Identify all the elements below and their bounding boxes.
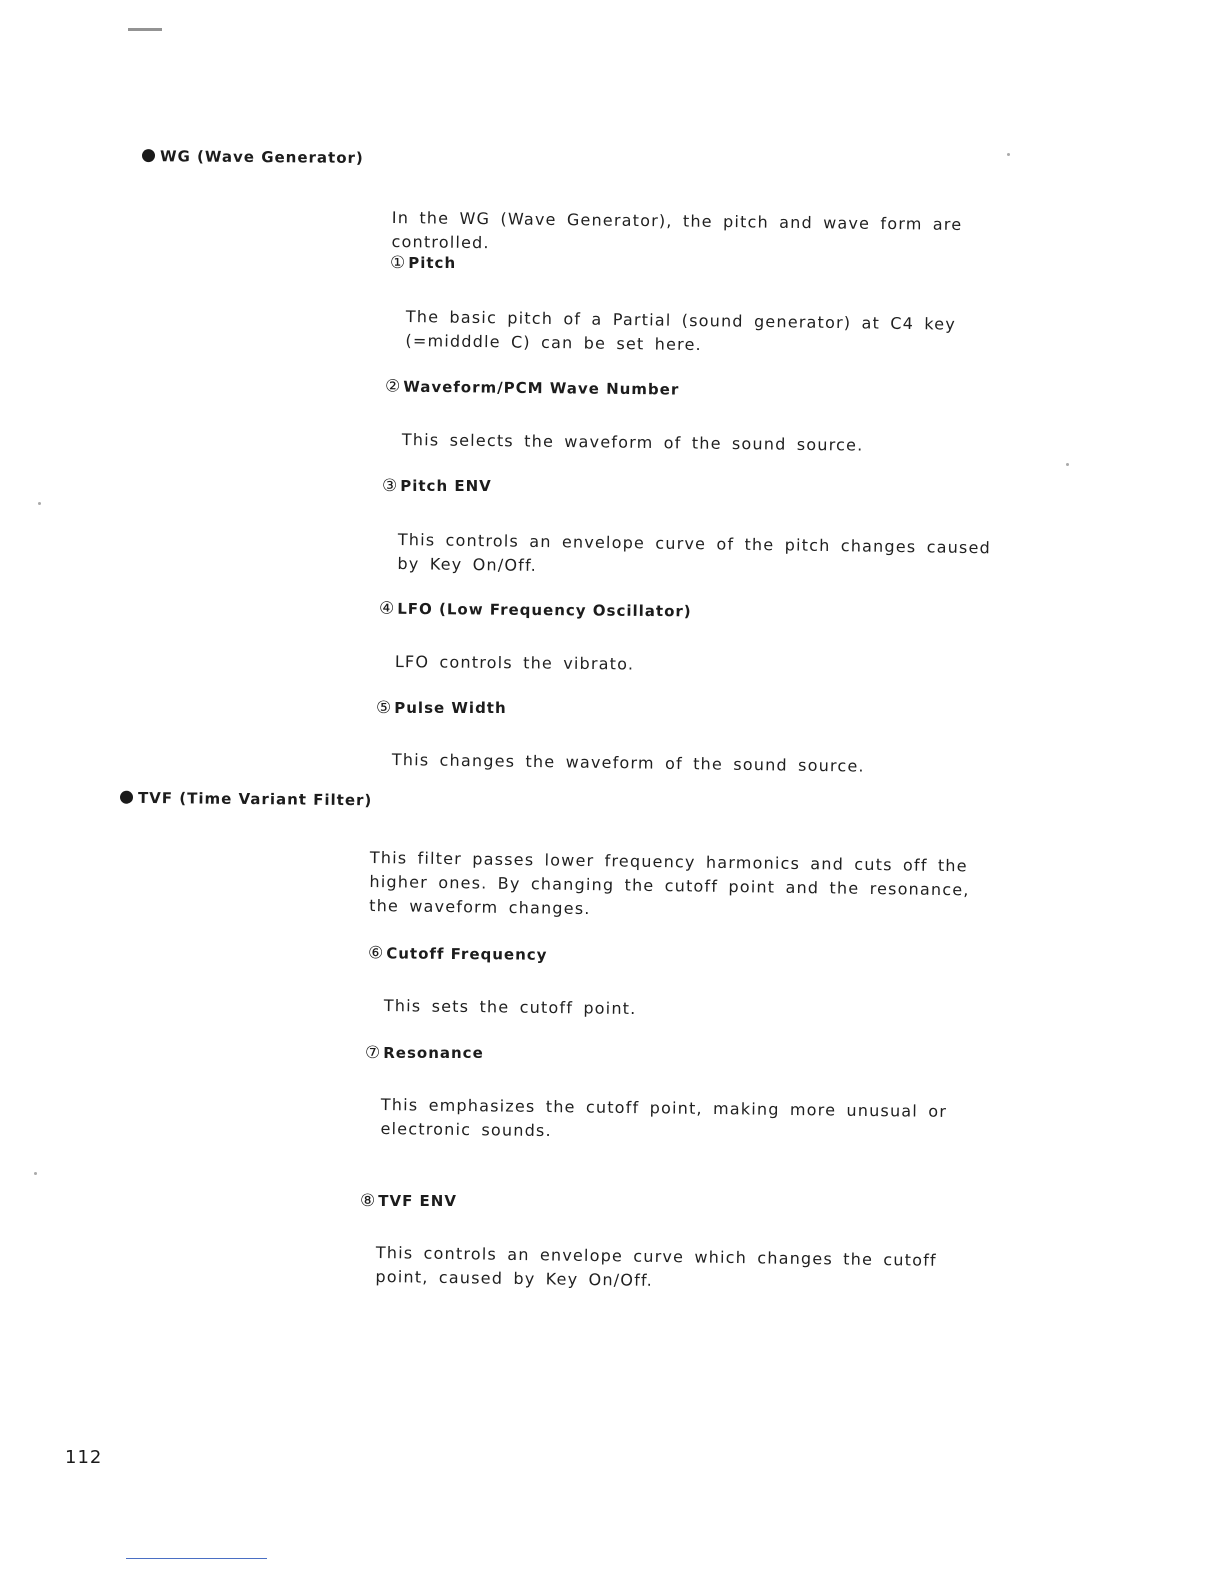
pitch-heading <box>390 253 456 273</box>
lfo-heading <box>379 599 692 622</box>
wg-intro: In the WG (Wave Generator), the pitch and wave form are controlled. <box>391 207 963 253</box>
item-title: Pitch <box>408 254 457 272</box>
tvf-env-heading <box>360 1191 457 1211</box>
pulse-width-description: This changes the waveform of the sound source. <box>391 749 865 776</box>
scan-speck <box>1007 153 1010 156</box>
pulse-width-heading <box>376 698 507 718</box>
wg-section-heading <box>142 147 364 167</box>
item-number: ⑥ <box>367 943 385 964</box>
wg-section-title: WG (Wave Generator) <box>159 147 364 167</box>
item-number: ⑧ <box>360 1191 377 1211</box>
lfo-description: LFO controls the vibrato. <box>394 651 635 674</box>
tvf-intro: This filter passes lower frequency harmonics and cuts off the higher ones. By changing the cutoff point and the resonance, the waveform changes. <box>369 847 970 919</box>
tvf-section-heading <box>120 789 373 810</box>
item-title: Cutoff Frequency <box>386 944 548 964</box>
item-title: Pitch ENV <box>400 477 492 495</box>
item-number: ③ <box>382 476 399 496</box>
bullet-icon <box>120 791 133 804</box>
pitch-env-heading <box>382 476 492 496</box>
pitch-env-description: This controls an envelope curve of the pitch changes caused by Key On/Off. <box>397 529 992 575</box>
resonance-description: This emphasizes the cutoff point, making more unusual or electronic sounds. <box>380 1094 948 1141</box>
footer-rule <box>126 1558 267 1559</box>
scan-mark <box>128 28 162 31</box>
pitch-description: The basic pitch of a Partial (sound generator) at C4 key (=midddle C) can be set here. <box>405 306 957 355</box>
waveform-pcm-heading <box>385 376 680 399</box>
scan-speck <box>38 502 41 505</box>
item-title: LFO (Low Frequency Oscillator) <box>397 599 692 621</box>
cutoff-frequency-heading <box>368 943 548 965</box>
item-title: Resonance <box>383 1044 484 1062</box>
item-number: ① <box>390 253 407 273</box>
item-title: Waveform/PCM Wave Number <box>403 377 680 399</box>
item-title: TVF ENV <box>378 1192 457 1210</box>
tvf-section-title: TVF (Time Variant Filter) <box>137 788 373 810</box>
item-title: Pulse Width <box>394 699 507 717</box>
cutoff-frequency-description: This sets the cutoff point. <box>383 995 637 1019</box>
bullet-icon <box>142 149 155 162</box>
scan-speck <box>1066 463 1069 466</box>
scan-speck <box>34 1172 37 1175</box>
item-number: ④ <box>378 598 396 619</box>
item-number: ② <box>384 376 402 397</box>
waveform-pcm-description: This selects the waveform of the sound source. <box>401 429 864 455</box>
resonance-heading <box>365 1043 484 1063</box>
tvf-env-description: This controls an envelope curve which changes the cutoff point, caused by Key On/Off. <box>375 1242 937 1290</box>
item-number: ⑦ <box>365 1043 382 1063</box>
page-number: 112 <box>65 1447 103 1468</box>
item-number: ⑤ <box>376 698 393 718</box>
